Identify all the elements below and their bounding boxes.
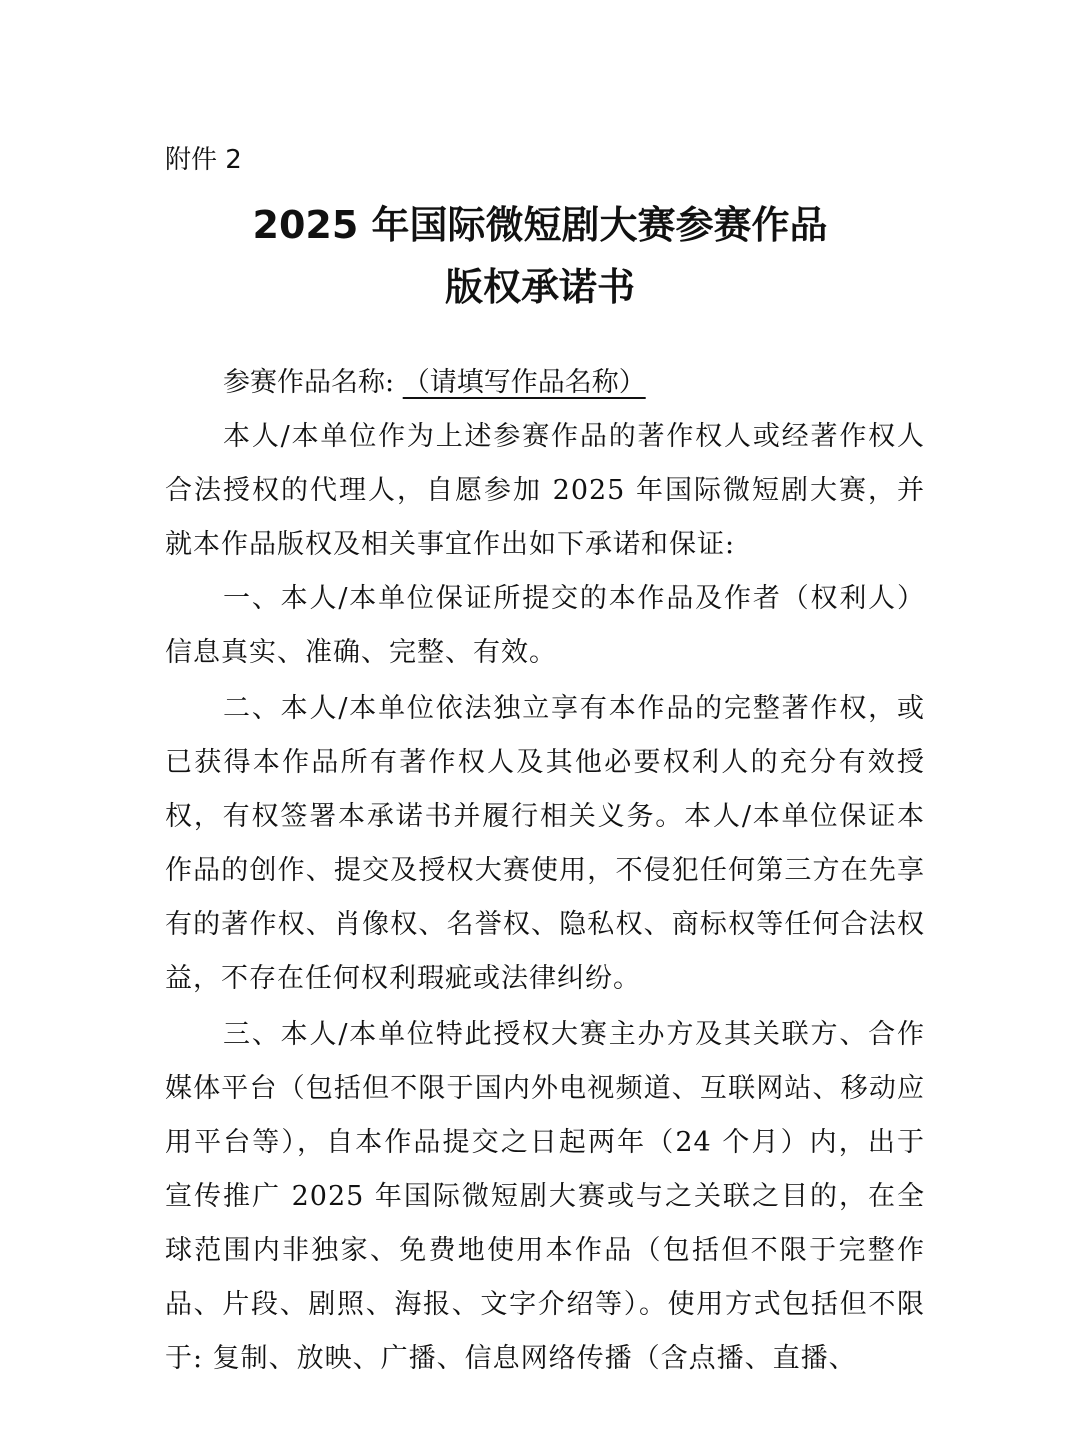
work-name-value: （请填写作品名称）	[402, 367, 646, 398]
attachment-label: 附件 2	[165, 145, 242, 175]
paragraph-intro: 本人/本单位作为上述参赛作品的著作权人或经著作权人合法授权的代理人，自愿参加 2025 年国际微短剧大赛，并就本作品版权及相关事宜作出如下承诺和保证:	[165, 421, 925, 560]
document-title	[0, 194, 1080, 318]
title-line-2: 版权承诺书	[444, 265, 635, 309]
paragraph-clause-2: 二、本人/本单位依法独立享有本作品的完整著作权，或已获得本作品所有著作权人及其他必要权利人的充分有效授权，有权签署本承诺书并履行相关义务。本人/本单位保证本作品的创作、提交及授权大赛使用，不侵犯任何第三方在先享有的著作权、肖像权、名誉权、隐私权、商标权等任何合法权益，不存在任何权利瑕疵或法律纠纷。	[165, 693, 925, 994]
commitment-body	[165, 410, 925, 1386]
title-line-1: 2025 年国际微短剧大赛参赛作品	[252, 203, 828, 247]
paragraph-clause-1: 一、本人/本单位保证所提交的本作品及作者（权利人）信息真实、准确、完整、有效。	[165, 583, 925, 668]
work-name-label: 参赛作品名称:	[223, 367, 395, 398]
paragraph-clause-3: 三、本人/本单位特此授权大赛主办方及其关联方、合作媒体平台（包括但不限于国内外电视频道、互联网站、移动应用平台等），自本作品提交之日起两年（24 个月）内，出于宣传推广 2025 年国际微短剧大赛或与之关联之目的，在全球范围内非独家、免费地使用本作品（包括但不限于完整作品、片段、剧照、海报、文字介绍等）。使用方式包括但不限于: 复制、放映、广播、信息网络传播（含点播、直播、	[165, 1019, 925, 1374]
work-name-row	[165, 356, 925, 410]
